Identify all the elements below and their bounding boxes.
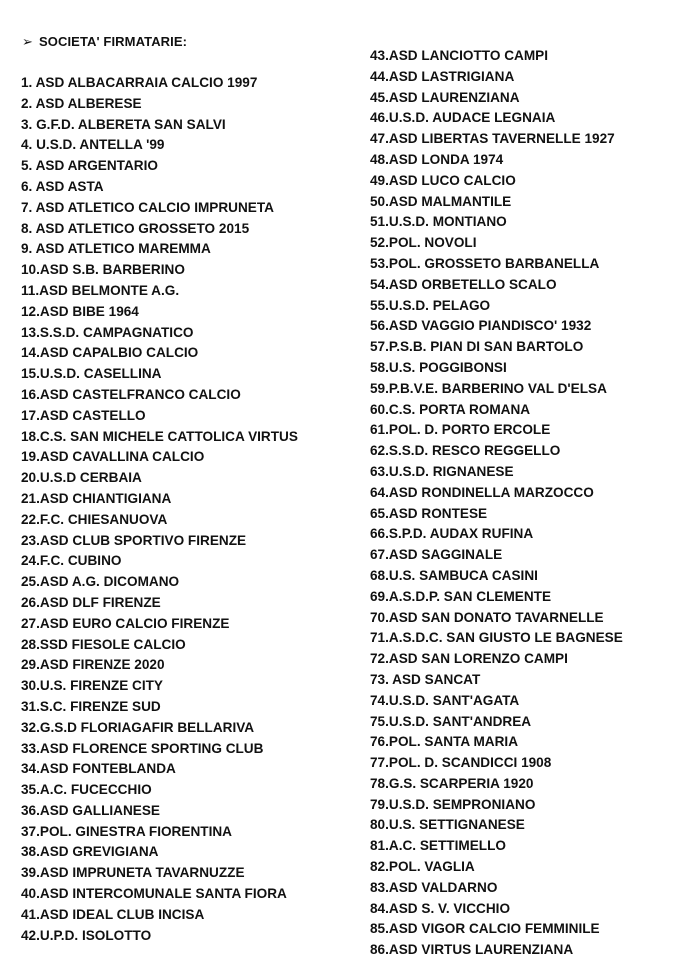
list-item: 64.ASD RONDINELLA MARZOCCO <box>370 484 594 500</box>
list-item: 67.ASD SAGGINALE <box>370 547 503 563</box>
list-item: 44.ASD LASTRIGIANA <box>370 68 515 84</box>
list-item: 51.U.S.D. MONTIANO <box>370 214 507 230</box>
list-item: 13.S.S.D. CAMPAGNATICO <box>21 324 194 340</box>
list-item: 75.U.S.D. SANT'ANDREA <box>370 713 532 729</box>
list-item: 43.ASD LANCIOTTO CAMPI <box>370 48 548 63</box>
list-item: 1. ASD ALBACARRAIA CALCIO 1997 <box>21 75 258 90</box>
list-item: 82.POL. VAGLIA <box>370 859 475 875</box>
right-column-list <box>370 46 695 961</box>
list-item: 6. ASD ASTA <box>21 178 104 194</box>
list-item: 52.POL. NOVOLI <box>370 235 477 251</box>
list-item: 25.ASD A.G. DICOMANO <box>21 574 180 590</box>
list-item: 61.POL. D. PORTO ERCOLE <box>370 422 551 438</box>
list-item: 54.ASD ORBETELLO SCALO <box>370 276 557 292</box>
list-item: 80.U.S. SETTIGNANESE <box>370 817 525 833</box>
list-item: 55.U.S.D. PELAGO <box>370 297 491 313</box>
list-item: 40.ASD INTERCOMUNALE SANTA FIORA <box>21 886 287 902</box>
list-item: 22.F.C. CHIESANUOVA <box>21 511 168 527</box>
list-item: 77.POL. D. SCANDICCI 1908 <box>370 755 552 771</box>
list-item: 17.ASD CASTELLO <box>21 407 146 423</box>
list-item: 79.U.S.D. SEMPRONIANO <box>370 796 536 812</box>
list-item: 49.ASD LUCO CALCIO <box>370 172 516 188</box>
list-item: 36.ASD GALLIANESE <box>21 802 160 818</box>
list-item: 7. ASD ATLETICO CALCIO IMPRUNETA <box>21 199 274 215</box>
list-item: 32.G.S.D FLORIAGAFIR BELLARIVA <box>21 719 255 735</box>
list-item: 8. ASD ATLETICO GROSSETO 2015 <box>21 220 250 236</box>
list-item: 34.ASD FONTEBLANDA <box>21 761 176 777</box>
list-item: 66.S.P.D. AUDAX RUFINA <box>370 526 534 542</box>
section-title: SOCIETA' FIRMATARIE: <box>39 34 188 49</box>
list-item: 65.ASD RONTESE <box>370 505 488 521</box>
list-item: 74.U.S.D. SANT'AGATA <box>370 692 520 708</box>
list-item: 85.ASD VIGOR CALCIO FEMMINILE <box>370 921 600 937</box>
list-item: 3. G.F.D. ALBERETA SAN SALVI <box>21 116 226 132</box>
list-item: 30.U.S. FIRENZE CITY <box>21 678 164 694</box>
list-item: 57.P.S.B. PIAN DI SAN BARTOLO <box>370 339 584 355</box>
list-item: 31.S.C. FIRENZE SUD <box>21 698 161 714</box>
list-item: 5. ASD ARGENTARIO <box>21 158 158 174</box>
list-item: 16.ASD CASTELFRANCO CALCIO <box>21 386 241 402</box>
list-item: 69.A.S.D.P. SAN CLEMENTE <box>370 588 552 604</box>
list-item: 11.ASD BELMONTE A.G. <box>21 282 180 298</box>
list-item: 9. ASD ATLETICO MAREMMA <box>21 241 211 257</box>
list-item: 15.U.S.D. CASELLINA <box>21 366 162 382</box>
list-item: 46.U.S.D. AUDACE LEGNAIA <box>370 110 556 126</box>
list-item: 21.ASD CHIANTIGIANA <box>21 490 172 506</box>
list-item: 81.A.C. SETTIMELLO <box>370 838 506 854</box>
list-item: 71.A.S.D.C. SAN GIUSTO LE BAGNESE <box>370 630 623 646</box>
list-item: 60.C.S. PORTA ROMANA <box>370 401 531 417</box>
list-item: 28.SSD FIESOLE CALCIO <box>21 636 186 652</box>
list-item: 39.ASD IMPRUNETA TAVARNUZZE <box>21 865 245 881</box>
list-item: 23.ASD CLUB SPORTIVO FIRENZE <box>21 532 247 548</box>
list-item: 24.F.C. CUBINO <box>21 553 122 569</box>
list-item: 18.C.S. SAN MICHELE CATTOLICA VIRTUS <box>21 428 298 444</box>
list-item: 19.ASD CAVALLINA CALCIO <box>21 449 205 465</box>
list-item: 63.U.S.D. RIGNANESE <box>370 463 514 479</box>
list-item: 37.POL. GINESTRA FIORENTINA <box>21 823 232 839</box>
left-column-list <box>21 73 339 946</box>
list-item: 2. ASD ALBERESE <box>21 95 142 111</box>
list-item: 26.ASD DLF FIRENZE <box>21 594 161 610</box>
list-item: 45.ASD LAURENZIANA <box>370 89 520 105</box>
list-item: 62.S.S.D. RESCO REGGELLO <box>370 443 561 459</box>
list-item: 27.ASD EURO CALCIO FIRENZE <box>21 615 230 631</box>
list-item: 83.ASD VALDARNO <box>370 879 498 895</box>
list-item: 86.ASD VIRTUS LAURENZIANA <box>370 942 574 958</box>
list-item: 59.P.B.V.E. BARBERINO VAL D'ELSA <box>370 380 607 396</box>
list-item: 48.ASD LONDA 1974 <box>370 151 504 167</box>
list-item: 4. U.S.D. ANTELLA '99 <box>21 137 165 153</box>
list-item: 10.ASD S.B. BARBERINO <box>21 262 185 278</box>
list-item: 70.ASD SAN DONATO TAVARNELLE <box>370 609 604 625</box>
list-item: 56.ASD VAGGIO PIANDISCO' 1932 <box>370 318 592 334</box>
list-item: 68.U.S. SAMBUCA CASINI <box>370 567 538 583</box>
list-item: 29.ASD FIRENZE 2020 <box>21 657 165 673</box>
list-item: 35.A.C. FUCECCHIO <box>21 782 152 798</box>
list-item: 72.ASD SAN LORENZO CAMPI <box>370 651 568 667</box>
arrow-bullet-icon: ➢ <box>22 34 33 49</box>
list-item: 58.U.S. POGGIBONSI <box>370 359 507 375</box>
list-item: 33.ASD FLORENCE SPORTING CLUB <box>21 740 264 756</box>
list-item: 47.ASD LIBERTAS TAVERNELLE 1927 <box>370 131 615 147</box>
list-item: 12.ASD BIBE 1964 <box>21 303 139 319</box>
list-item: 78.G.S. SCARPERIA 1920 <box>370 775 534 791</box>
list-item: 50.ASD MALMANTILE <box>370 193 512 209</box>
list-item: 41.ASD IDEAL CLUB INCISA <box>21 906 205 922</box>
list-item: 42.U.P.D. ISOLOTTO <box>21 927 152 943</box>
list-item: 14.ASD CAPALBIO CALCIO <box>21 345 199 361</box>
list-item: 84.ASD S. V. VICCHIO <box>370 900 511 916</box>
list-item: 76.POL. SANTA MARIA <box>370 734 519 750</box>
list-item: 53.POL. GROSSETO BARBANELLA <box>370 255 600 271</box>
list-item: 73. ASD SANCAT <box>370 671 481 687</box>
list-item: 38.ASD GREVIGIANA <box>21 844 159 860</box>
list-item: 20.U.S.D CERBAIA <box>21 470 142 486</box>
section-heading <box>22 34 187 50</box>
